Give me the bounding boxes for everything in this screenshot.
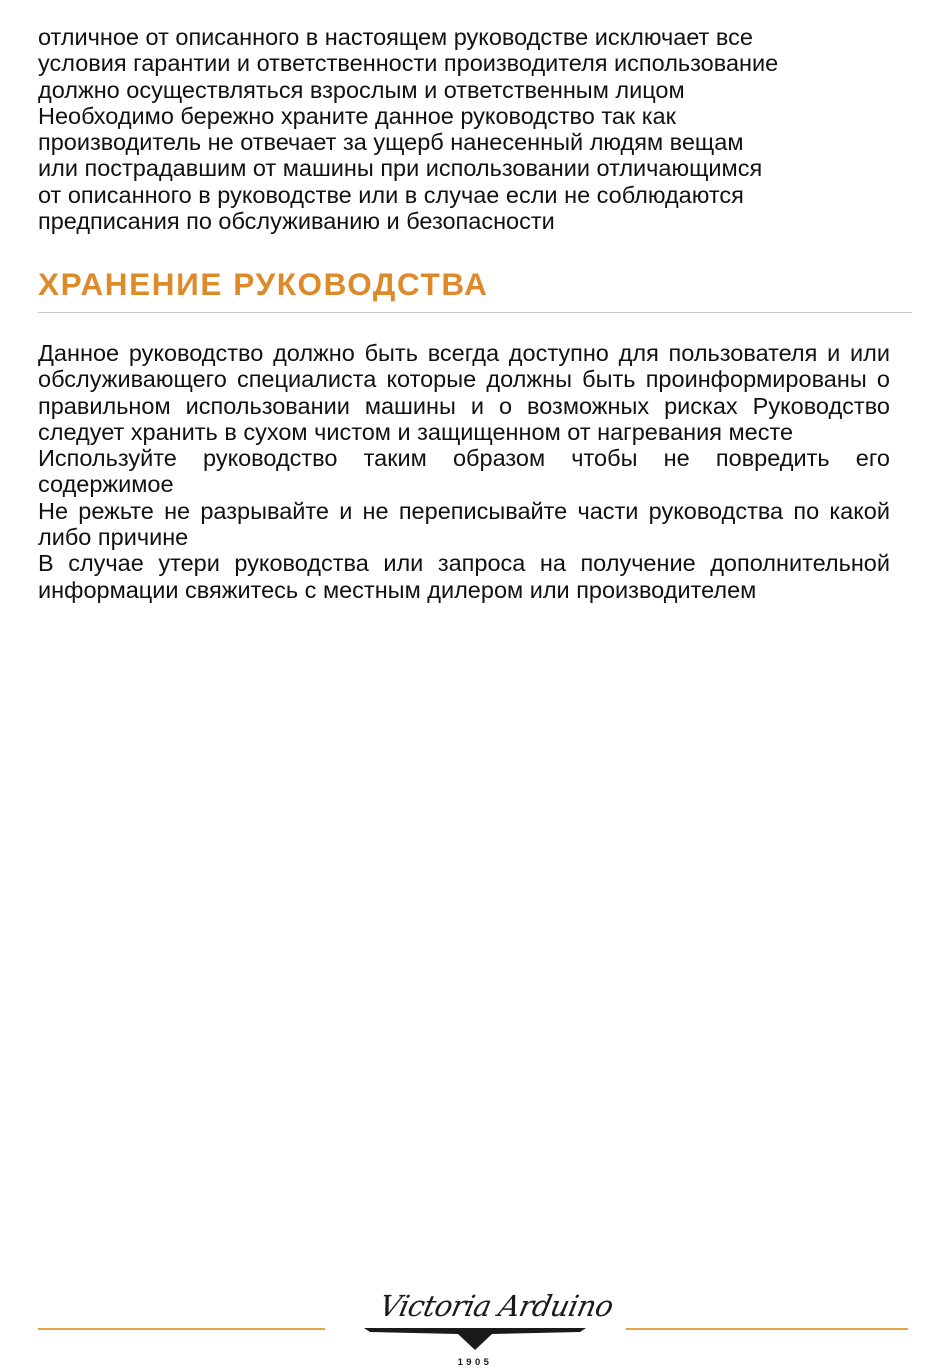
wing-emblem-icon [362, 1324, 588, 1354]
text-line: от описанного в руководстве или в случае если не соблюдаются [38, 181, 744, 208]
section-paragraph: В случае утери руководства или запроса на получение дополнительной информации свяжитесь с местным дилером или производителем [38, 550, 890, 603]
section-paragraph: Данное руководство должно быть всегда доступно для пользователя и или обслуживающего специалиста которые должны быть проинформированы о правильном использовании машины и о возможных рисках Руководство следует хранить в сухом чистом и защищенном от нагревания месте [38, 340, 890, 445]
text-line: предписания по обслуживанию и безопасности [38, 208, 555, 235]
brand-year: 1905 [457, 1357, 493, 1368]
section-body [38, 340, 890, 603]
intro-paragraph-2 [38, 103, 890, 234]
section-divider [38, 312, 912, 313]
brand-logo [362, 1288, 617, 1372]
section-paragraph: Не режьте не разрывайте и не переписывайте части руководства по какой либо причине [38, 497, 890, 551]
section-heading: ХРАНЕНИЕ РУКОВОДСТВА [38, 266, 489, 302]
text-line: отличное от описанного в настоящем руководстве исключает все [38, 24, 753, 50]
brand-name: Victoria Arduino [376, 1289, 617, 1323]
text-line: или пострадавшим от машины при использовании отличающимся [38, 155, 763, 182]
text-line: производитель не отвечает за ущерб нанесенный людям вещам [38, 129, 744, 156]
text-line: Необходимо бережно храните данное руководство так как [38, 102, 676, 129]
footer-line-right [626, 1328, 908, 1330]
section-paragraph: Используйте руководство таким образом чтобы не повредить его содержимое [38, 445, 890, 498]
footer-line-left [38, 1328, 325, 1330]
intro-text-block [38, 24, 890, 234]
text-line: условия гарантии и ответственности производителя использование [38, 50, 779, 77]
intro-paragraph-1 [38, 24, 890, 103]
text-line: должно осуществляться взрослым и ответственным лицом [38, 76, 685, 103]
